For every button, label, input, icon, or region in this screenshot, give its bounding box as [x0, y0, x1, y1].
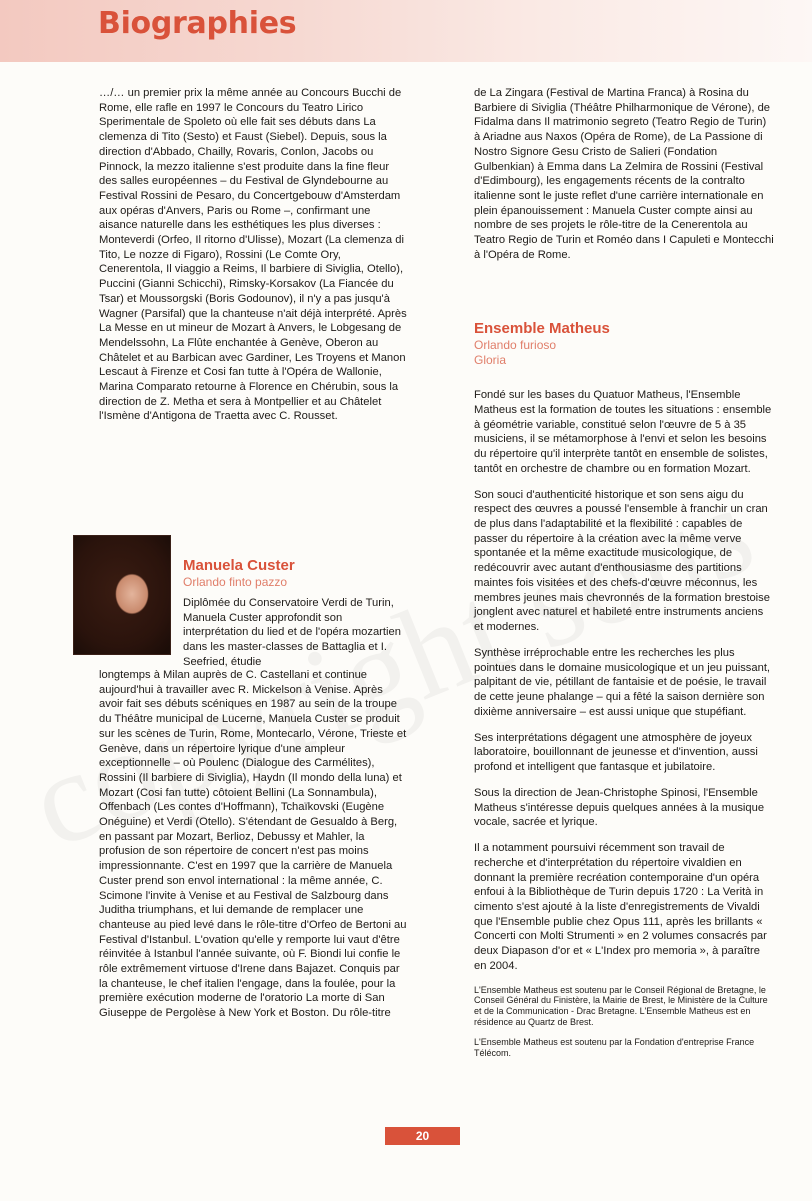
left-column: [99, 86, 407, 424]
matheus-paragraph-4: Ses interprétations dégagent une atmosphère de joyeux laboratoire, bouillonnant de jeunesse et d'invention, aussi profond et intelligent que fantasque et jubilatoire.: [474, 731, 758, 773]
matheus-body: [474, 377, 774, 1067]
matheus-name: Ensemble Matheus: [474, 320, 610, 337]
matheus-support-note-1: L'Ensemble Matheus est soutenu par le Conseil Régional de Bretagne, le Conseil Général du Finistère, la Mairie de Brest, le Ministère de la Culture et de la Communication - Drac Bretagne. L'Ensemble Matheus est en résidence au Quartz de Brest.: [474, 984, 768, 1028]
custer-intro-text: Diplômée du Conservatoire Verdi de Turin, Manuela Custer approfondit son interprétation du lied et de l'opéra mozartien dans les master-classes de Battaglia et I. Seefried, étudie: [183, 597, 401, 668]
matheus-paragraph-2: Son souci d'authenticité historique et son sens aigu du respect des œuvres a poussé l'ensemble à franchir un cran de plus dans l'adaptabilité et la flexibilité : capables de passer du répertoire à la création avec la même verve spontanée et la même exactitude musicologique, de redécouvrir avec autant d'enthousiasme des partitions maintes fois visitées et des chefs-d'œuvre méconnus, les membres jeunes mais chevronnés de la formation brestoise jonglent avec naturel et habileté entre instruments anciens et modernes.: [474, 488, 770, 633]
custer-role: Orlando finto pazzo: [183, 575, 288, 589]
matheus-support-note-2: L'Ensemble Matheus est soutenu par la Fondation d'entreprise France Télécom.: [474, 1036, 755, 1058]
page-title: Biographies: [98, 6, 297, 41]
custer-heading: [183, 557, 423, 590]
matheus-paragraph-3: Synthèse irréprochable entre les recherches les plus pointues dans le domaine musicologique et un jeu puissant, palpitant de vie, pétillant de fantaisie et de poésie, le travail de cette jeune phalange – qui a fêté la saison dernière son dixième anniversaire – est aussi unique que stupéfiant.: [474, 646, 771, 718]
matheus-heading: [474, 320, 774, 367]
intro-paragraph: …/… un premier prix la même année au Concours Bucchi de Rome, elle rafle en 1997 le Concours du Teatro Lirico Sperimentale de Spoleto où elle fait ses débuts dans La clemenza di Tito (Sesto) et Faust (Siebel). Depuis, sous la direction d'Abbado, Chailly, Rovaris, Conlon, Jacobs ou Pinnock, la mezzo italienne s'est produite dans la fine fleur des salles européennes – du Festival de Glyndebourne au Festival Rossini de Pesaro, du Concertgebouw d'Amsterdam aux opéras d'Anvers, Paris ou Rome –, confirmant une aisance naturelle dans les esthétiques les plus diverses : Monteverdi (Orfeo, Il ritorno d'Ulisse), Mozart (La clemenza di Tito, Le nozze di Figaro), Rossini (Le Comte Ory, Cenerentola, Il viaggio a Reims, Il barbiere di Siviglia, Otello), Puccini (Gianni Schicchi), Rimsky-Korsakov (La Fiancée du Tsar) et Moussorgski (Boris Godounov), il n'y a pas jusqu'à Wagner (Parsifal) que la chanteuse n'ait déjà interprété. Après La Messe en ut mineur de Mozart à Anvers, le Lobgesang de Mendelssohn, La Flûte enchantée à Genève, Oberon au Châtelet et au Barbican avec Gardiner, Les Troyens et Manon Lescaut à Firenze et Cosi fan tutte à l'Opéra de Wallonie, Marina Comparato retourne à Florence en Chérubin, sous la direction de Z. Metha et sera à Montpellier et au Châtelet l'Ismène d'Antigona de Traetta avec C. Rousset.: [99, 87, 407, 423]
matheus-paragraph-1: Fondé sur les bases du Quatuor Matheus, l'Ensemble Matheus est la formation de toutes les situations : ensemble à géométrie variable, constitué selon l'œuvre de 5 à 35 musiciens, il se métamorphose à l'envi et selon les besoins du répertoire qu'il interprète tantôt en ensemble de solistes, tantôt en orchestre de chambre ou en formation Mozart.: [474, 389, 772, 475]
matheus-role-1: Orlando furioso: [474, 338, 557, 352]
custer-body-text: longtemps à Milan auprès de C. Castellani et continue aujourd'hui à travailler avec R. Mickelson à Venise. Après avoir fait ses débuts scéniques en 1987 au sein de la troupe du Théâtre municipal de Lucerne, Manuela Custer se produit sur les scènes de Turin, Rome, Montecarlo, Vérone, Trieste et Genève, dans un répertoire lyrique d'une ampleur exceptionnelle – où Poulenc (Dialogue des Carmélites), Rossini (Il barbiere di Siviglia), Haydn (Il mondo della luna) et Mozart (Cosi fan tutte) côtoient Bellini (La Sonnambula), Offenbach (Les contes d'Hoffmann), Tchaïkovski (Eugène Onéguine) et Verdi (Otello). S'étendant de Gesualdo à Berg, en passant par Mozart, Berlioz, Debussy et Mahler, la profusion de son répertoire de concert n'est pas moins impressionnante. C'est en 1997 que la carrière de Manuela Custer prend son envol international : la même année, C. Scimone l'invite à Venise et au Festival de Salzbourg dans Juditha triumphans, et lui demande de remplacer une chanteuse au pied levé dans le rôle-titre d'Orfeo de Bertoni au Festival d'Istanbul. L'ovation qu'elle y remporte lui vaut d'être réinvitée à Istanbul l'année suivante, où F. Biondi lui confie le rôle extrêmement virtuose d'Irene dans Bajazet. Conquis par la chanteuse, le chef italien l'engage, dans la foulée, pour la première exécution moderne de l'oratorio La morte di San Giuseppe de Pergolèse à New York et Boston. Du rôle-titre: [99, 669, 407, 1020]
manuela-custer-photo: [73, 535, 171, 655]
matheus-paragraph-6: Il a notamment poursuivi récemment son travail de recherche et d'interprétation du répertoire vivaldien en donnant la première recréation contemporaine d'un opéra enfoui à la Bibliothèque de Turin depuis 1720 : La Verità in cimento s'est ajouté à la liste d'enregistrements de Vivaldi que l'Ensemble publie chez Opus 111, après les brillants « Concerti con Molti Strumenti » en 2 volumes consacrés par deux Diapason d'or et « L'Index pro memoria », à paraître en 2004.: [474, 842, 767, 972]
custer-continued-text: de La Zingara (Festival de Martina Franca) à Rosina du Barbiere di Siviglia (Théâtre Philharmonique de Vérone), de Fidalma dans Il matrimonio segreto (Teatro Regio de Turin) à Ariadne aus Naxos (Opéra de Rome), de La Passione di Nostro Signore Gesu Cristo de Salieri (Fondation Gulbenkian) à Emma dans La Zelmira de Rossini (Festival d'Edimbourg), les engagements récents de la contralto italienne sont le juste reflet d'une carrière internationale en plein épanouissement : Manuela Custer compte ainsi au nombre de ses projets le rôle-titre de la Cenerentola au Teatro Regio de Turin et Roméo dans I Capuleti e Montecchi à l'Opéra de Rome.: [474, 87, 774, 261]
custer-name: Manuela Custer: [183, 557, 295, 574]
page-number: 20: [385, 1127, 460, 1145]
right-column: [474, 86, 774, 262]
matheus-paragraph-5: Sous la direction de Jean-Christophe Spinosi, l'Ensemble Matheus s'intéresse depuis quelques années à la musique vocale, sacrée et lyrique.: [474, 786, 765, 829]
matheus-role-2: Gloria: [474, 352, 507, 367]
